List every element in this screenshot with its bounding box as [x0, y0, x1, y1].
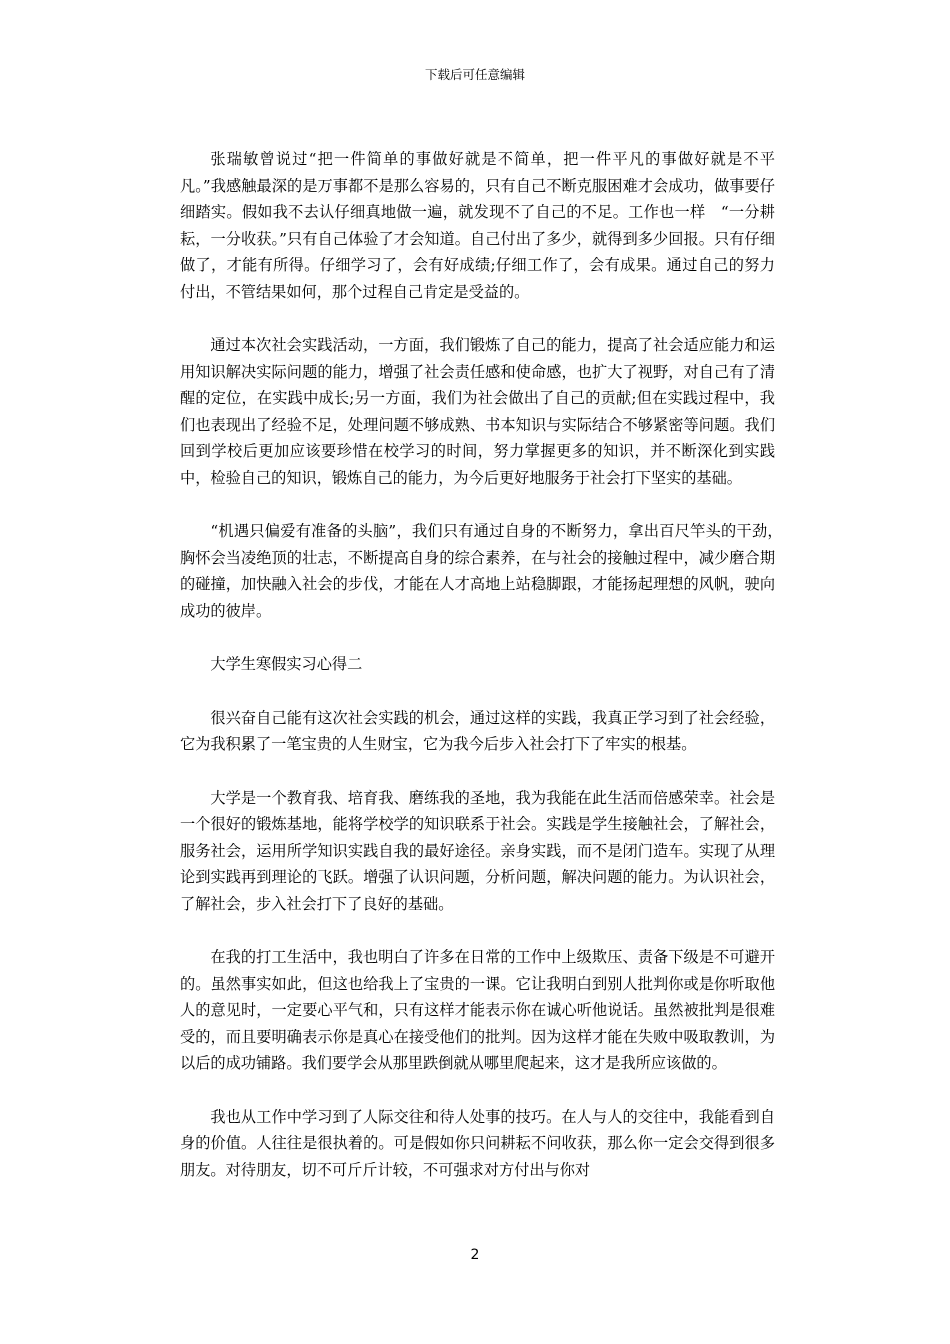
paragraph: 在我的打工生活中，我也明白了许多在日常的工作中上级欺压、责备下级是不可避开的。虽然事实如此，但这也给我上了宝贵的一课。它让我明白到别人批判你或是你听取他人的意见时，一定要心平气和，只有这样才能表示你在诚心听他说话。虽然被批判是很难受的，而且要明确表示你是真心在接受他们的批判。因为这样才能在失败中吸取教训，为以后的成功铺路。我们要学会从那里跌倒就从哪里爬起来，这才是我所应该做的。 — [180, 948, 775, 1072]
page-header: 下载后可任意编辑 — [424, 67, 525, 82]
page-number: 2 — [470, 1247, 480, 1263]
paragraph: 通过本次社会实践活动，一方面，我们锻炼了自己的能力，提高了社会适应能力和运用知识解决实际问题的能力，增强了社会责任感和使命感，也扩大了视野，对自己有了清醒的定位，在实践中成长;另一方面，我们为社会做出了自己的贡献;但在实践过程中，我们也表现出了经验不足，处理问题不够成熟、书本知识与实际结合不够紧密等问题。我们回到学校后更加应该要珍惜在校学习的时间，努力掌握更多的知识，并不断深化到实践中，检验自己的知识，锻炼自己的能力，为今后更好地服务于社会打下坚实的基础。 — [180, 336, 775, 487]
section-heading: 大学生寒假实习心得二 — [210, 655, 363, 673]
paragraph: 大学是一个教育我、培育我、磨练我的圣地，我为我能在此生活而倍感荣幸。社会是一个很好的锻炼基地，能将学校学的知识联系于社会。实践是学生接触社会，了解社会，服务社会，运用所学知识实践自我的最好途径。亲身实践，而不是闭门造车。实现了从理论到实践再到理论的飞跃。增强了认识问题，分析问题，解决问题的能力。为认识社会，了解社会，步入社会打下了良好的基础。 — [180, 788, 775, 913]
document-body — [180, 146, 791, 1210]
paragraph: 张瑞敏曾说过“把一件简单的事做好就是不简单，把一件平凡的事做好就是不平凡。”我感触最深的是万事都不是那么容易的，只有自己不断克服困难才会成功，做事要仔细踏实。假如我不去认仔细真地做一遍，就发现不了自己的不足。工作也一样 “一分耕耘，一分收获。”只有自己体验了才会知道。自己付出了多少，就得到多少回报。只有仔细做了，才能有所得。仔细学习了，会有好成绩;仔细工作了，会有成果。通过自己的努力付出，不管结果如何，那个过程自己肯定是受益的。 — [180, 150, 775, 301]
paragraph: “机遇只偏爱有准备的头脑”，我们只有通过自身的不断努力，拿出百尺竿头的干劲， 胸怀会当凌绝顶的壮志，不断提高自身的综合素养，在与社会的接触过程中，减少磨合期的碰撞，加快融入社会的步伐，才能在人才高地上站稳脚跟，才能扬起理想的风帆，驶向成功的彼岸。 — [180, 522, 791, 620]
paragraph: 我也从工作中学习到了人际交往和待人处事的技巧。在人与人的交往中，我能看到自身的价值。人往往是很执着的。可是假如你只问耕耘不问收获，那么你一定会交得到很多朋友。对待朋友，切不可斤斤计较，不可强求对方付出与你对 — [180, 1107, 775, 1179]
paragraph: 很兴奋自己能有这次社会实践的机会，通过这样的实践，我真正学习到了社会经验，它为我积累了一笔宝贵的人生财宝，它为我今后步入社会打下了牢实的根基。 — [180, 708, 775, 753]
